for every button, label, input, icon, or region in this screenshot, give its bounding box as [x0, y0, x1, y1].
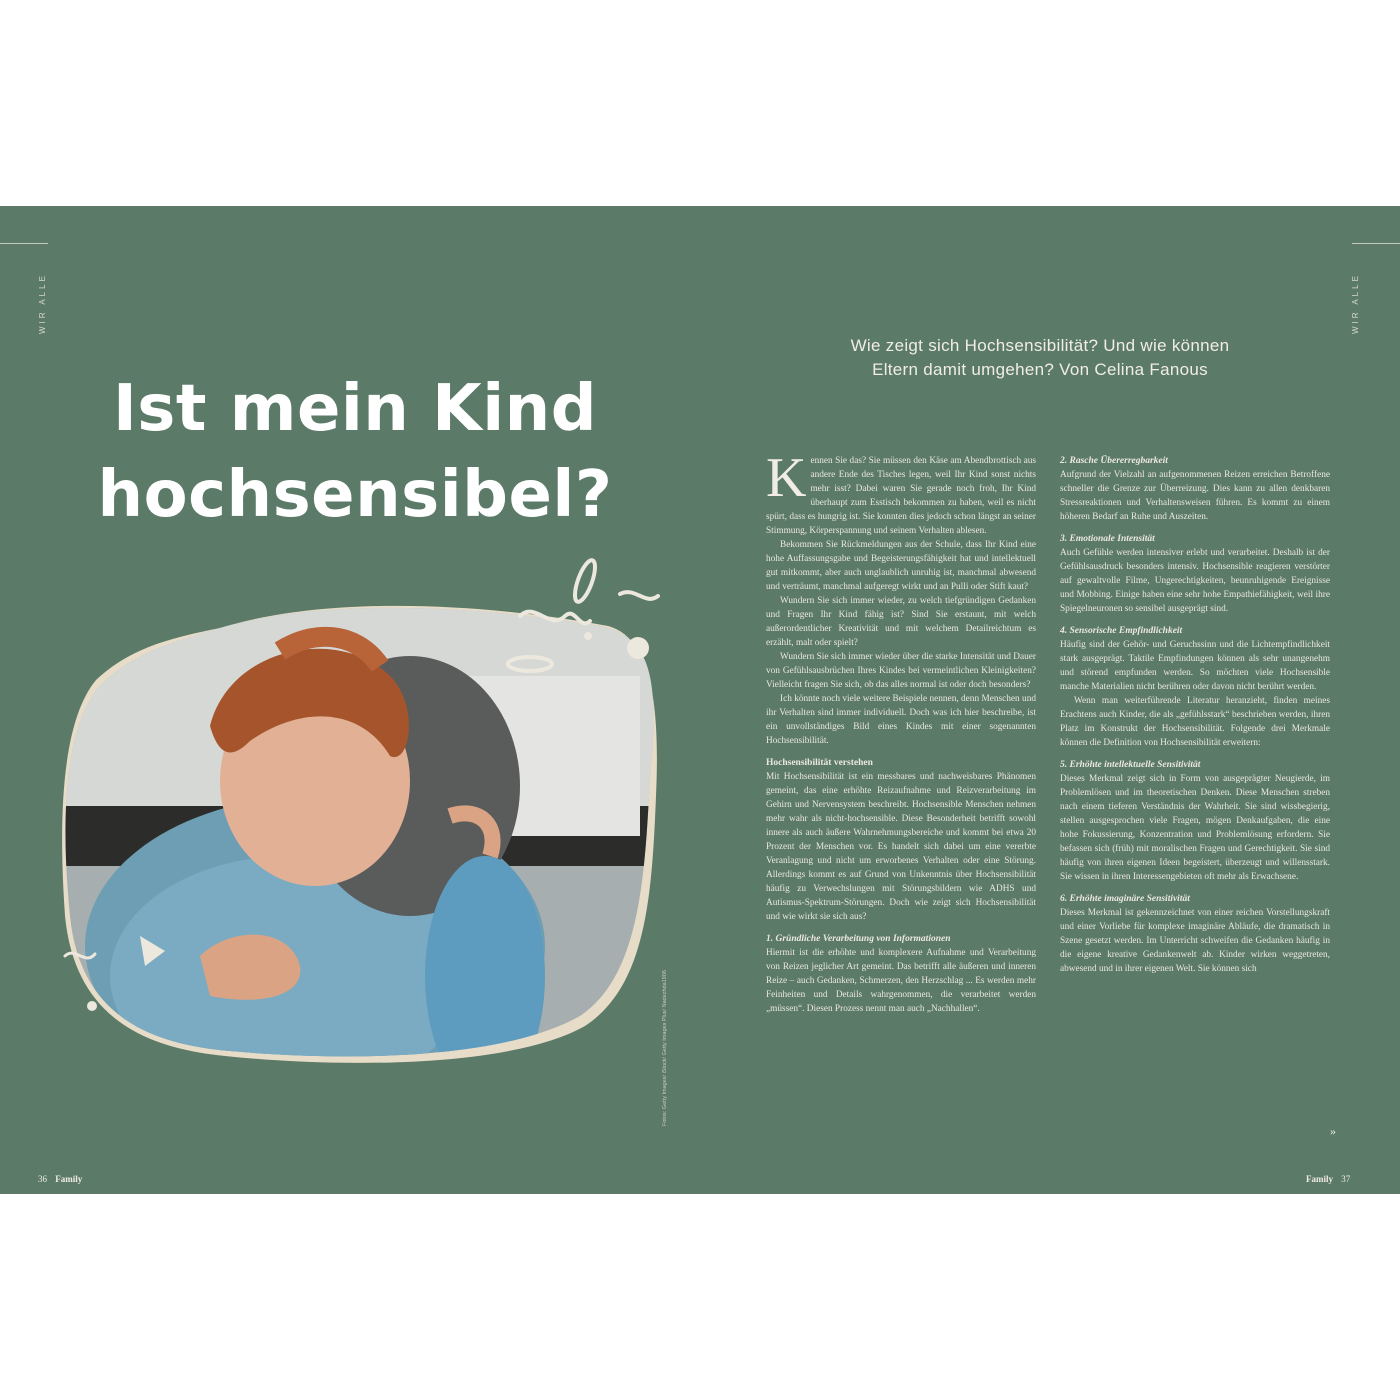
headline-line-1: Ist mein Kind — [112, 372, 598, 446]
magazine-spread — [0, 206, 1400, 1194]
intro-paragraph: Wundern Sie sich immer wieder, zu welch tiefgründigen Gedanken und Fragen Ihr Kind fähig ist? Sind Sie erstaunt, mit welch außerordentlicher Kreativität und mit welchem Detailreichtum es erzählt, malt oder spielt? — [766, 596, 1036, 648]
body-paragraph: Dieses Merkmal zeigt sich in Form von ausgeprägter Neugierde, im Problemlösen und im theoretischen Denken. Diese Menschen streben nach einem tieferen Verständnis der Wahrheit. Sie sind wissbegierig, stellen ausgesprochen viele Fragen, mögen Denkaufgaben, die eine hohe Fokussierung, Konzentration und Problemlösung erfordern. Sie befassen sich (früh) mit moralischen Fragen und Gerechtigkeit. Sie sind häufig von ihren eigenen Ideen begeistert, überzeugt und willensstark. Sie wissen in ihren Interessengebieten oft mehr als Erwachsene. — [1060, 774, 1330, 882]
doodle-dot — [627, 637, 649, 659]
top-left-rule — [0, 243, 48, 244]
drop-cap: K — [766, 447, 807, 509]
section-heading: 1. Gründliche Verarbeitung von Informationen — [766, 934, 951, 944]
article-column-2 — [1060, 454, 1330, 976]
article-photo — [60, 556, 660, 1076]
intro-paragraph: Wundern Sie sich immer wieder über die starke Intensität und Dauer von Gefühlsausbrüchen Ihres Kindes bei vermeintlichen Kleinigkeiten? Vielleicht fragen Sie sich, ob das alles normal ist oder doch besonders? — [766, 652, 1036, 690]
intro-paragraph: Bekommen Sie Rückmeldungen aus der Schule, dass Ihr Kind eine hohe Auffassungsgabe und Begeisterungsfähigkeit hat und intellektuell gut mitkommt, aber auch unglaublich unruhig ist, manchmal abwesend und verträumt, manchmal aufgeregt wirkt und an Pulli oder Stift kaut? — [766, 540, 1036, 592]
top-right-rule — [1352, 243, 1400, 244]
subtitle-line-1: Wie zeigt sich Hochsensibilität? Und wie können — [850, 336, 1230, 355]
footer-left — [38, 1174, 88, 1184]
footer-right — [1300, 1174, 1350, 1184]
body-paragraph: Aufgrund der Vielzahl an aufgenommenen Reizen erreichen Betroffene schneller die Grenze zur Überreizung. Dies kann zu allen denkbaren Stressreaktionen und Verhaltensweisen führen. Es kommt zu einem höheren Bedarf an Ruhe und Auszeiten. — [1060, 470, 1330, 522]
section-label-right: WIR ALLE — [1351, 273, 1360, 334]
doodle-capsule — [571, 558, 599, 604]
continue-mark: » — [1330, 1124, 1336, 1138]
photo-credit: Fotos: Getty Images/ iStock/ Getty Images Plus/ Nadezhda1906 — [662, 970, 668, 1126]
body-paragraph: Mit Hochsensibilität ist ein messbares und nachweisbares Phänomen gemeint, das eine erhöhte Reizaufnahme und Reizverarbeitung im Gehirn und Nervensystem beschreibt. Hochsensible Menschen nehmen mehr wahr als nicht-hochsensible. Diese Besonderheit betrifft sowohl innere als auch äußere Wahrnehmungsbereiche und kommt bei etwa 20 Prozent der Menschen vor. Es handelt sich dabei um eine vererbte Veranlagung und nicht um erworbenes Verhalten oder eine Störung. Allerdings kommt es auf Grund von Unkenntnis über Hochsensibilität häufig zu Verwechslungen mit Störungsbildern wie ADHS und Autismus-Spektrum-Störungen. Doch wie zeigt sich Hochsensibilität und wie wirkt sie sich aus? — [766, 772, 1036, 922]
body-paragraph: Wenn man weiterführende Literatur heranzieht, finden meines Erachtens auch Kinder, die als „gefühlsstark“ beschrieben werden, ihren Platz im Konstrukt der Hochsensibilität. Folgende drei Merkmale können die Definition von Hochsensibilität erweitern: — [1060, 696, 1330, 748]
subtitle-line-2: Eltern damit umgehen? Von Celina Fanous — [872, 360, 1208, 379]
body-paragraph: Auch Gefühle werden intensiver erlebt und verarbeitet. Deshalb ist der Gefühlsausdruck besonders intensiv. Hochsensible reagieren verstörter auf gewaltvolle Filme, Ungerechtigkeiten, beunruhigende Ereignisse und Mobbing. Einige haben eine sehr hohe Empathiefähigkeit, weil ihre Spiegelneuronen so sensibel ausgeprägt sind. — [1060, 548, 1330, 614]
section-label-left: WIR ALLE — [38, 273, 47, 334]
page-number-right: 37 — [1341, 1174, 1351, 1184]
subtitle — [780, 334, 1300, 382]
body-paragraph: Hiermit ist die erhöhte und komplexere Aufnahme und Verarbeitung von Reizen jeglicher Art gemeint. Das betrifft alle äußeren und inneren Reize – auch Gedanken, Schmerzen, den Herzschlag ... Es werden mehr Feinheiten und Details wahrgenommen, die verarbeitet werden „müssen“. Diesen Prozess nennt man auch „Nachhallen“. — [766, 948, 1036, 1014]
section-heading: 2. Rasche Übererregbarkeit — [1060, 456, 1168, 466]
section-heading: 6. Erhöhte imaginäre Sensitivität — [1060, 894, 1190, 904]
doodle-dot — [87, 1001, 97, 1011]
section-heading: 5. Erhöhte intellektuelle Sensitivität — [1060, 760, 1201, 770]
section-heading: 4. Sensorische Empfindlichkeit — [1060, 626, 1183, 636]
section-heading: Hochsensibilität verstehen — [766, 758, 873, 768]
headline-line-2: hochsensibel? — [97, 458, 613, 532]
magazine-name-left: Family — [55, 1174, 83, 1184]
section-heading: 3. Emotionale Intensität — [1060, 534, 1155, 544]
body-paragraph: Dieses Merkmal ist gekennzeichnet von einer reichen Vorstellungskraft und einer Vorliebe für komplexe imaginäre Abläufe, die dramatisch in Szene gesetzt werden. Im Unterricht schweifen die Gedanken häufig in die eigene kreative Gedankenwelt ab. Kinder wirken weggetreten, abwesend und in ihrer eigenen Welt. Sie können sich — [1060, 908, 1330, 974]
body-paragraph: Häufig sind der Gehör- und Geruchssinn und die Lichtempfindlichkeit stark ausgeprägt. Taktile Empfindungen können als sehr unangenehm und störend empfunden werden. So möchten viele Hochsensible manche Materialien nicht berühren oder davon nicht berührt werden. — [1060, 640, 1330, 692]
page-number-left: 36 — [38, 1174, 47, 1184]
intro-paragraph: Ich könnte noch viele weitere Beispiele nennen, denn Menschen und ihr Verhalten sind immer individuell. Doch was ich hier beschreibe, ist ein unvollständiges Bild eines Kindes mit einer sogenannten Hochsensibilität. — [766, 694, 1036, 746]
magazine-name-right: Family — [1306, 1174, 1333, 1184]
headline — [60, 366, 650, 538]
article-column-1 — [766, 447, 1036, 1016]
doodle-dot — [584, 632, 592, 640]
doodle-squiggle — [620, 592, 658, 599]
intro-paragraph: Kennen Sie das? Sie müssen den Käse am Abendbrottisch aus andere Ende des Tisches legen, weil Ihr Kind sonst nichts mehr isst? Dabei waren Sie gerade noch froh, Ihr Kind überhaupt zum Esstisch bekommen zu haben, weil es nicht spürt, dass es hungrig ist. Sie konnten dies jedoch schon längst an seiner Stimmung, Körperspannung und seinem Verhalten ablesen. — [766, 447, 1036, 536]
